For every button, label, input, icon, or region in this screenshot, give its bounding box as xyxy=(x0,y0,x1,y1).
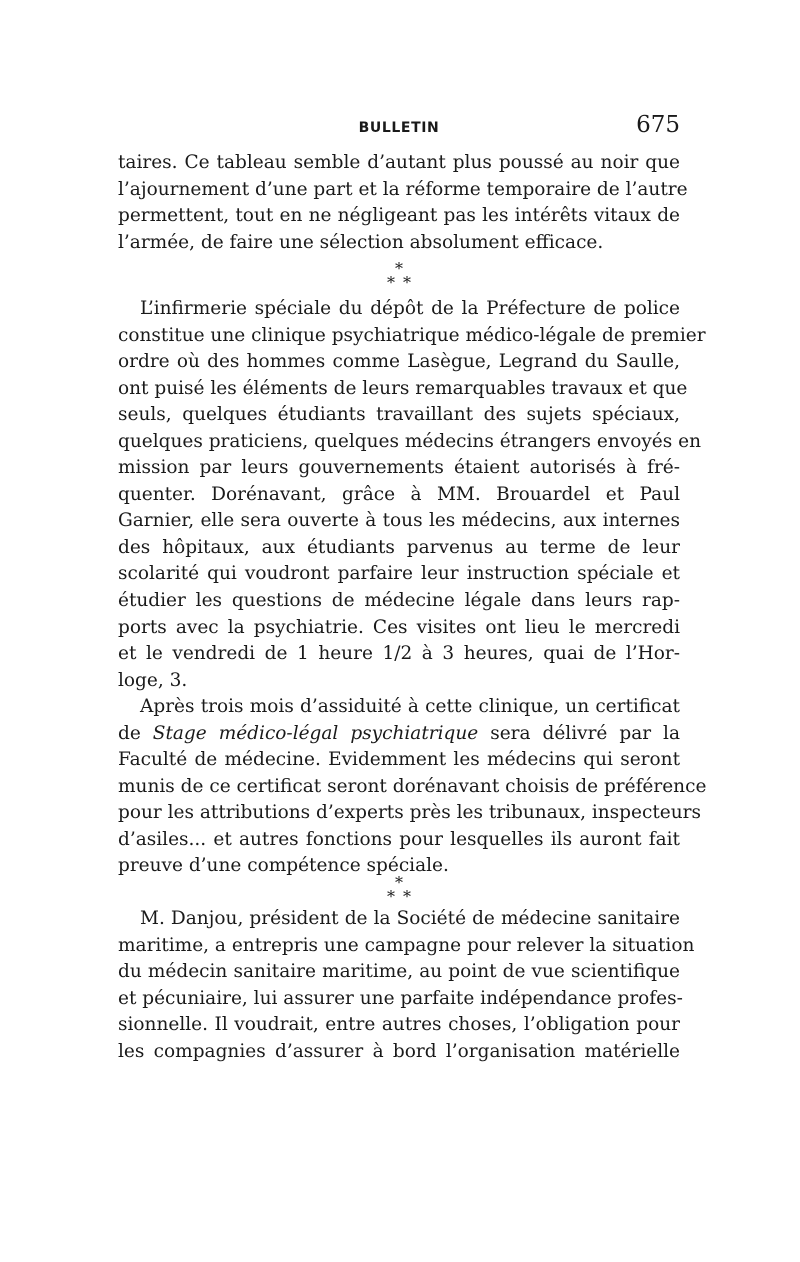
text-line: mission par leurs gouvernements étaient autorisés à fré- xyxy=(118,457,680,479)
section-asterism xyxy=(118,873,680,906)
text-line: sionnelle. Il voudrait, entre autres choses, l’obligation pour xyxy=(118,1014,680,1036)
text-line: et pécuniaire, lui assurer une parfaite indépendance profes- xyxy=(118,987,683,1009)
text-line: loge, 3. xyxy=(118,669,188,691)
text-line: preuve d’une compétence spéciale. xyxy=(118,855,449,877)
text-line: étudier les questions de médecine légale dans leurs rap- xyxy=(118,590,680,612)
text-line: les compagnies d’assurer à bord l’organisation matérielle xyxy=(118,1040,680,1062)
asterism-bottom: ** xyxy=(387,887,419,906)
text-line: Garnier, elle sera ouverte à tous les médecins, aux internes xyxy=(118,510,680,532)
text-line: taires. Ce tableau semble d’autant plus poussé au noir que xyxy=(118,152,680,173)
section-asterism xyxy=(118,259,680,292)
text-line: d’asiles... et autres fonctions pour lesquelles ils auront fait xyxy=(118,828,680,850)
text-line: L’infirmerie spéciale du dépôt de la Préfecture de police xyxy=(140,298,680,319)
asterism-top: * xyxy=(395,259,403,278)
paragraph-continuation xyxy=(118,150,688,256)
page-number: 675 xyxy=(636,112,680,138)
asterism-bottom: ** xyxy=(387,273,419,292)
asterism-top: * xyxy=(395,873,403,892)
text-line: des hôpitaux, aux étudiants parvenus au terme de leur xyxy=(118,536,680,558)
text-line: constitue une clinique psychiatrique médico-légale de premier xyxy=(118,324,706,346)
paragraph-danjou xyxy=(118,906,695,1065)
text-line: seuls, quelques étudiants travaillant des sujets spéciaux, xyxy=(118,404,680,426)
running-head: BULLETIN xyxy=(358,120,440,136)
text-line-with-italic xyxy=(118,721,680,748)
text-line: ont puisé les éléments de leurs remarquables travaux et que xyxy=(118,377,688,399)
text-fragment: de xyxy=(118,722,153,744)
text-fragment: sera délivré par la xyxy=(478,722,680,744)
text-line: scolarité qui voudront parfaire leur instruction spéciale et xyxy=(118,563,680,585)
text-line: permettent, tout en ne négligeant pas les intérêts vitaux de xyxy=(118,205,680,227)
text-line: ordre où des hommes comme Lasègue, Legrand du Saulle, xyxy=(118,351,680,373)
text-line: M. Danjou, président de la Société de médecine sanitaire xyxy=(140,908,680,929)
text-line: l’armée, de faire une sélection absolument efficace. xyxy=(118,231,604,253)
text-line: munis de ce certificat seront dorénavant choisis de préférence xyxy=(118,775,707,797)
text-line: quenter. Dorénavant, grâce à MM. Brouardel et Paul xyxy=(118,483,680,505)
text-line: l’ajournement d’une part et la réforme temporaire de l’autre xyxy=(118,178,688,200)
text-line: Après trois mois d’assiduité à cette clinique, un certificat xyxy=(140,696,680,718)
text-line: et le vendredi de 1 heure 1/2 à 3 heures, quai de l’Hor- xyxy=(118,643,680,665)
text-line: du médecin sanitaire maritime, au point de vue scientifique xyxy=(118,961,680,983)
paragraph-infirmerie xyxy=(118,296,707,880)
page-header xyxy=(118,112,680,146)
text-line: quelques praticiens, quelques médecins étrangers envoyés en xyxy=(118,430,701,452)
text-line: Faculté de médecine. Evidemment les médecins qui seront xyxy=(118,749,680,771)
italic-title: Stage médico-légal psychiatrique xyxy=(152,722,479,744)
text-line: maritime, a entrepris une campagne pour relever la situation xyxy=(118,934,695,956)
text-line: pour les attributions d’experts près les tribunaux, inspecteurs xyxy=(118,802,701,824)
text-line: ports avec la psychiatrie. Ces visites ont lieu le mercredi xyxy=(118,616,680,638)
